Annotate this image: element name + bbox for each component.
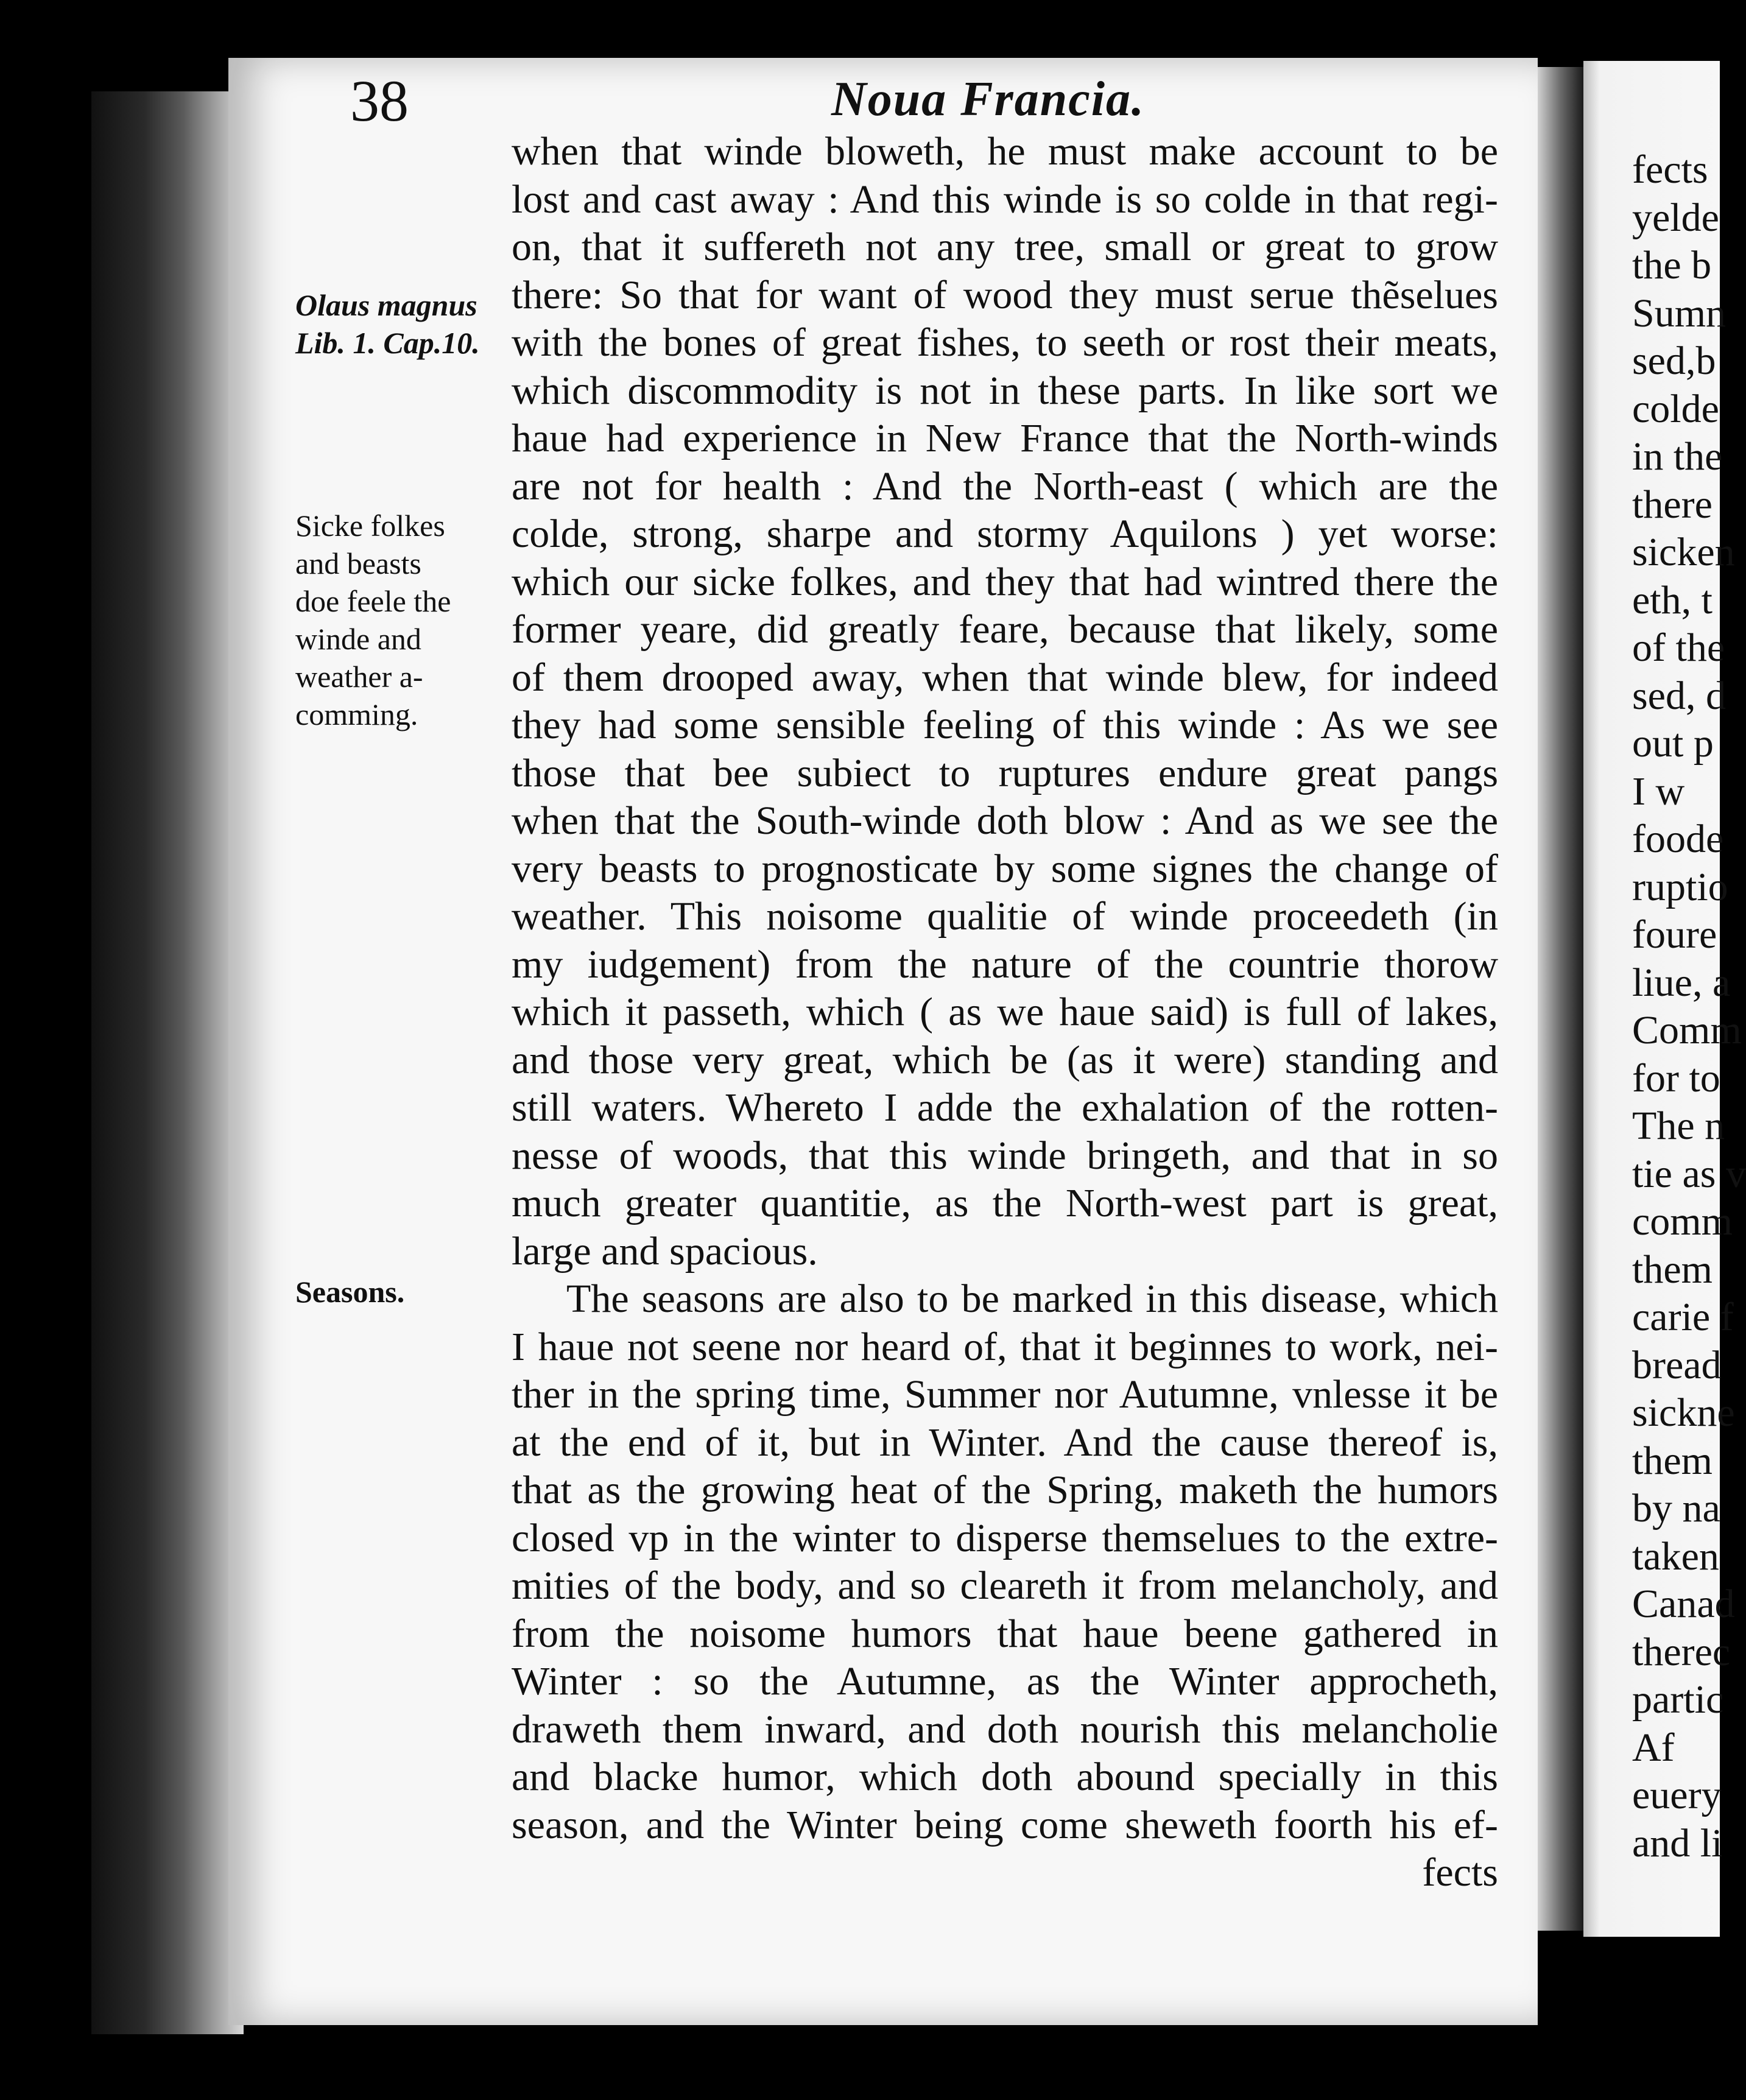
- facing-text-line: foode: [1632, 817, 1724, 861]
- facing-text-line: sickne: [1632, 1390, 1735, 1435]
- facing-text-line: them: [1632, 1247, 1713, 1292]
- body-text: [512, 128, 1498, 1897]
- facing-text-line: foure: [1632, 912, 1717, 957]
- facing-text-line: comm: [1632, 1199, 1733, 1244]
- facing-text-line: by na: [1632, 1486, 1720, 1531]
- margin-note-line: and beasts: [295, 546, 421, 580]
- text-line: lost and cast away : And this winde is so colde in that regi-: [512, 177, 1498, 222]
- text-line: mities of the body, and so cleareth it from melancholy, and: [512, 1563, 1498, 1608]
- text-line: when that winde bloweth, he must make account to be: [512, 129, 1498, 174]
- facing-text-line: The n: [1632, 1104, 1725, 1148]
- running-title: Noua Francia.: [831, 72, 1145, 126]
- text-line: which it passeth, which ( as we haue said) is full of lakes,: [512, 990, 1498, 1034]
- text-line: former yeare, did greatly feare, because that likely, some: [512, 607, 1498, 652]
- facing-text-line: carie f: [1632, 1295, 1734, 1339]
- page-number: 38: [350, 68, 409, 133]
- facing-text-line: sed, d: [1632, 673, 1726, 718]
- facing-text-line: yelde: [1632, 195, 1719, 240]
- text-line: of them drooped away, when that winde blew, for indeed: [512, 655, 1498, 700]
- text-line: Winter : so the Autumne, as the Winter approcheth,: [512, 1659, 1498, 1704]
- text-line: much greater quantitie, as the North-west part is great,: [512, 1181, 1498, 1225]
- facing-text-line: ruptio: [1632, 864, 1728, 909]
- margin-note-seasons: [295, 1273, 404, 1311]
- facing-text-line: sicken: [1632, 530, 1735, 574]
- text-line: season, and the Winter being come sheweth foorth his ef-: [512, 1802, 1498, 1847]
- text-line: The seasons are also to be marked in this disease, which: [566, 1277, 1498, 1321]
- facing-text-line: in the: [1632, 434, 1723, 479]
- facing-text-line: sed,b: [1632, 339, 1716, 383]
- text-line: I haue not seene nor heard of, that it beginnes to work, nei-: [512, 1324, 1498, 1369]
- text-line: with the bones of great fishes, to seeth or rost their meats,: [512, 320, 1498, 365]
- margin-note-line: winde and: [295, 622, 421, 656]
- facing-text-line: for to: [1632, 1055, 1720, 1101]
- facing-text-line: and li: [1632, 1820, 1723, 1866]
- margin-note-line: doe feele the: [295, 584, 451, 618]
- text-line: my iudgement) from the nature of the countrie thorow: [512, 942, 1498, 987]
- facing-text-line: Comm: [1632, 1008, 1742, 1052]
- facing-text-line: taken: [1632, 1534, 1719, 1579]
- facing-text-line: Af: [1632, 1725, 1675, 1770]
- catchword: fects: [1422, 1850, 1498, 1895]
- facing-text-line: tie as v: [1632, 1151, 1746, 1196]
- text-line: when that the South-winde doth blow : And as we see the: [512, 798, 1498, 843]
- margin-note-line: comming.: [295, 697, 418, 731]
- facing-text-line: I w: [1632, 769, 1685, 814]
- margin-note-line: Sicke folkes: [295, 509, 445, 543]
- facing-text-line: of the: [1632, 625, 1725, 670]
- facing-page-text: [1632, 146, 1746, 1867]
- text-line: from the noisome humors that haue beene gathered in: [512, 1611, 1498, 1656]
- facing-text-line: Canad: [1632, 1582, 1735, 1626]
- margin-note-line: Olaus magnus: [295, 288, 477, 322]
- text-line: they had some sensible feeling of this winde : As we see: [512, 703, 1498, 747]
- text-line: draweth them inward, and doth nourish this melancholie: [512, 1707, 1498, 1752]
- text-line: weather. This noisome qualitie of winde proceedeth (in: [512, 894, 1498, 939]
- text-line: still waters. Whereto I adde the exhalation of the rotten-: [512, 1085, 1498, 1130]
- facing-text-line: colde: [1632, 386, 1719, 431]
- margin-note-sicke-folkes: [295, 507, 451, 733]
- margin-note-line: weather a-: [295, 660, 423, 694]
- page-gutter: [1538, 67, 1583, 1931]
- text-line: those that bee subiect to ruptures endure great pangs: [512, 750, 1498, 795]
- text-line: closed vp in the winter to disperse themselues to the extre-: [512, 1515, 1498, 1560]
- text-line: nesse of woods, that this winde bringeth, and that in so: [512, 1133, 1498, 1178]
- text-line: which our sicke folkes, and they that had wintred there the: [512, 559, 1498, 604]
- text-line: which discommodity is not in these parts. In like sort we: [512, 368, 1498, 413]
- margin-note-line: Seasons.: [295, 1275, 405, 1309]
- text-line: haue had experience in New France that the North-winds: [512, 416, 1498, 460]
- text-line: ther in the spring time, Summer nor Autumne, vnlesse it be: [512, 1372, 1498, 1417]
- text-line: large and spacious.: [512, 1228, 818, 1274]
- text-line: are not for health : And the North-east ( which are the: [512, 463, 1498, 509]
- facing-text-line: out p: [1632, 721, 1714, 766]
- facing-text-line: Sumn: [1632, 291, 1727, 336]
- book-binding-shadow: [91, 91, 244, 2034]
- facing-text-line: them: [1632, 1438, 1713, 1483]
- margin-note-line: Lib. 1. Cap.10.: [295, 326, 480, 360]
- facing-text-line: eth, t: [1632, 577, 1713, 622]
- facing-text-line: therec: [1632, 1629, 1731, 1674]
- text-line: very beasts to prognosticate by some signes the change of: [512, 846, 1498, 891]
- facing-text-line: fects: [1632, 147, 1708, 192]
- margin-note-citation: [295, 286, 480, 362]
- text-line: there: So that for want of wood they must serue thẽselues: [512, 272, 1498, 317]
- facing-text-line: partic: [1632, 1677, 1724, 1722]
- text-line: at the end of it, but in Winter. And the cause thereof is,: [512, 1420, 1498, 1465]
- facing-text-line: euery: [1632, 1773, 1722, 1817]
- text-line: that as the growing heat of the Spring, maketh the humors: [512, 1468, 1498, 1512]
- text-line: and those very great, which be (as it were) standing and: [512, 1037, 1498, 1082]
- text-line: and blacke humor, which doth abound specially in this: [512, 1755, 1498, 1799]
- facing-text-line: liue, a: [1632, 960, 1731, 1005]
- facing-text-line: there: [1632, 482, 1713, 527]
- facing-text-line: bread: [1632, 1342, 1722, 1387]
- facing-text-line: the b: [1632, 243, 1712, 287]
- text-line: on, that it suffereth not any tree, small or great to grow: [512, 225, 1498, 269]
- text-line: colde, strong, sharpe and stormy Aquilons ) yet worse:: [512, 512, 1498, 556]
